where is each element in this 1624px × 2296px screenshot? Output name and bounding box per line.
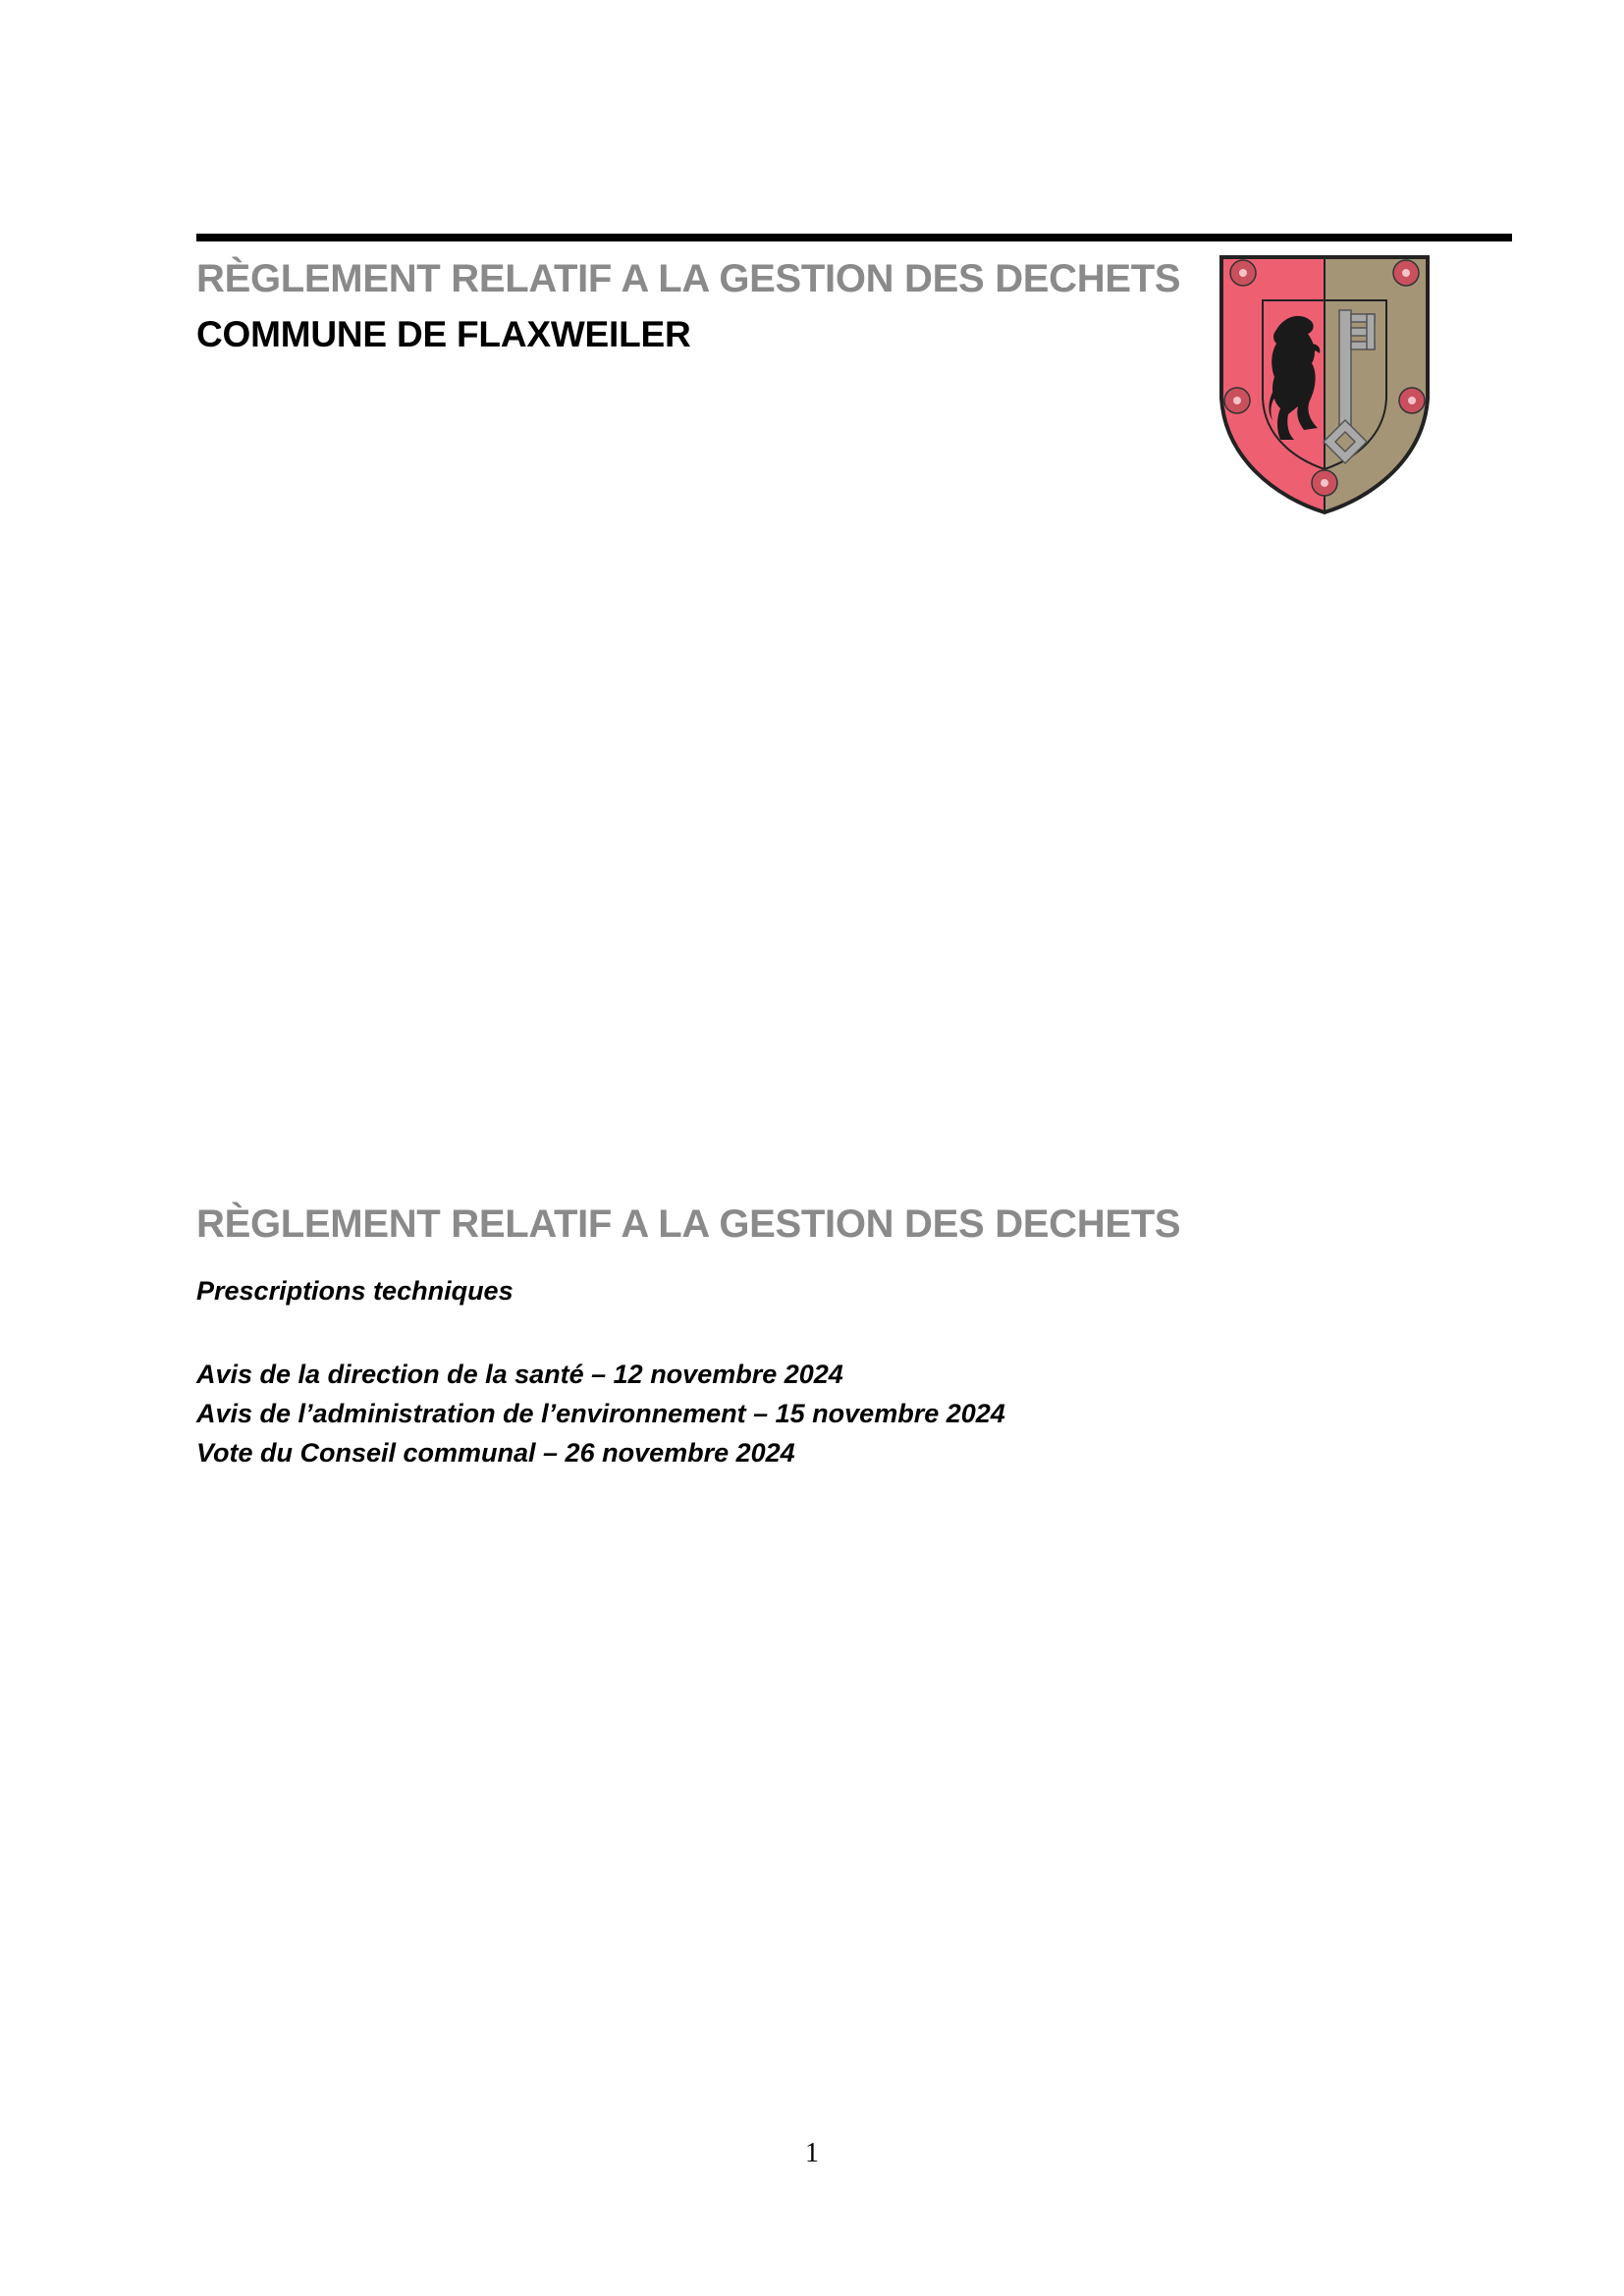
commune-name: COMMUNE DE FLAXWEILER: [196, 314, 691, 354]
approval-item: Avis de la direction de la santé – 12 novembre 2024: [196, 1360, 843, 1389]
approval-list: [196, 1355, 1005, 1472]
header-rule: [196, 234, 1512, 241]
page-number: 1: [805, 2138, 819, 2168]
coat-of-arms-icon: [1216, 251, 1434, 518]
section-subtitle: Prescriptions techniques: [196, 1276, 514, 1306]
document-title: RÈGLEMENT RELATIF A LA GESTION DES DECHETS: [196, 257, 1181, 300]
approval-item: Avis de l’administration de l’environnement – 15 novembre 2024: [196, 1399, 1005, 1428]
approval-item: Vote du Conseil communal – 26 novembre 2024: [196, 1438, 795, 1468]
section-title: RÈGLEMENT RELATIF A LA GESTION DES DECHETS: [196, 1202, 1181, 1246]
